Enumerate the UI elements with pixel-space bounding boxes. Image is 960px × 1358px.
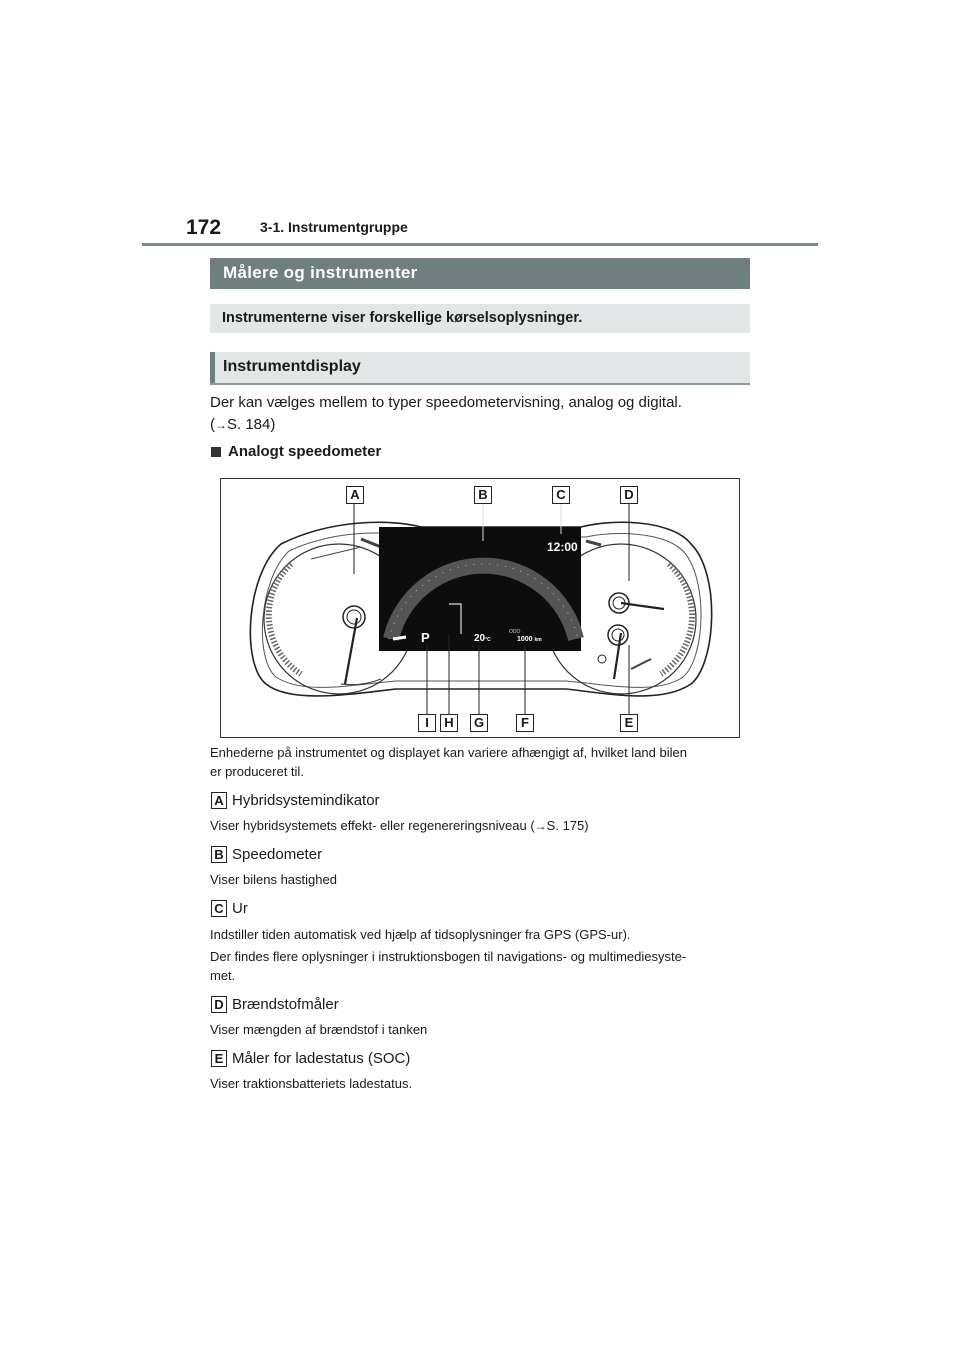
paragraph-line-1: Der kan vælges mellem to typer speedometervisning, analog og digital. <box>210 394 682 411</box>
temperature-unit: °C <box>485 637 491 643</box>
callout-label: G <box>470 714 488 732</box>
item-desc-3: met. <box>210 968 236 983</box>
odo-label: ODO <box>509 629 521 635</box>
paragraph-ref-text: S. 184) <box>227 416 276 433</box>
item-desc-ref: S. 175) <box>546 818 589 833</box>
note-line-1: Enhederne på instrumentet og displayet kan variere afhængigt af, hvilket land bilen <box>210 745 687 760</box>
item-desc: Viser traktionsbatteriets ladestatus. <box>210 1076 413 1091</box>
item-desc-text: Viser hybridsystemets effekt- eller regenereringsniveau ( <box>210 818 535 833</box>
sub-heading: Instrumentdisplay <box>223 358 361 375</box>
callout-label: I <box>418 714 436 732</box>
gear-indicator: P <box>421 630 430 645</box>
item-title: Brændstofmåler <box>232 996 339 1013</box>
callout-label: E <box>620 714 638 732</box>
section-title: 3-1. Instrumentgruppe <box>260 219 408 235</box>
sub-heading-banner <box>210 352 750 385</box>
paragraph-open-paren: ( <box>210 416 215 433</box>
callout-label: B <box>474 486 492 504</box>
temperature-readout <box>474 633 491 644</box>
item-title: Måler for ladestatus (SOC) <box>232 1050 411 1067</box>
intro-text: Instrumenterne viser forskellige kørselsoplysninger. <box>222 310 583 326</box>
item-desc-2: Der findes flere oplysninger i instruktionsbogen til navigations- og multimediesyste- <box>210 949 687 964</box>
callout-label: C <box>552 486 570 504</box>
main-heading: Målere og instrumenter <box>223 263 418 282</box>
odometer-readout <box>517 636 542 643</box>
item-title: Ur <box>232 900 248 917</box>
intro-bar <box>210 304 750 333</box>
odometer-unit: km <box>534 637 542 643</box>
instrument-cluster-figure <box>220 478 740 738</box>
item-desc <box>210 818 589 833</box>
callout-label: F <box>516 714 534 732</box>
item-letter: A <box>211 792 227 809</box>
item-title: Hybridsystemindikator <box>232 792 380 809</box>
instrument-cluster-illustration <box>221 479 738 736</box>
note-line-2: er produceret til. <box>210 764 304 779</box>
bullet-square-icon <box>211 447 221 457</box>
item-letter: E <box>211 1050 227 1067</box>
header-rule <box>142 243 818 246</box>
item-letter: B <box>211 846 227 863</box>
item-desc: Indstiller tiden automatisk ved hjælp af tidsoplysninger fra GPS (GPS-ur). <box>210 927 631 942</box>
callout-label: A <box>346 486 364 504</box>
item-desc: Viser bilens hastighed <box>210 872 337 887</box>
odometer-value: 1000 <box>517 636 533 643</box>
bullet-title: Analogt speedometer <box>228 443 382 460</box>
item-letter: D <box>211 996 227 1013</box>
reference-arrow-icon: → <box>534 819 547 833</box>
page-number: 172 <box>186 216 222 239</box>
paragraph-ref <box>210 416 275 433</box>
reference-arrow-icon: → <box>215 418 227 432</box>
clock-readout: 12:00 <box>547 540 578 554</box>
callout-label: H <box>440 714 458 732</box>
sub-heading-accent <box>210 352 215 383</box>
callout-label: D <box>620 486 638 504</box>
main-heading-banner <box>210 258 750 289</box>
item-desc: Viser mængden af brændstof i tanken <box>210 1022 428 1037</box>
temperature-value: 20 <box>474 633 486 644</box>
item-letter: C <box>211 900 227 917</box>
item-title: Speedometer <box>232 846 323 863</box>
